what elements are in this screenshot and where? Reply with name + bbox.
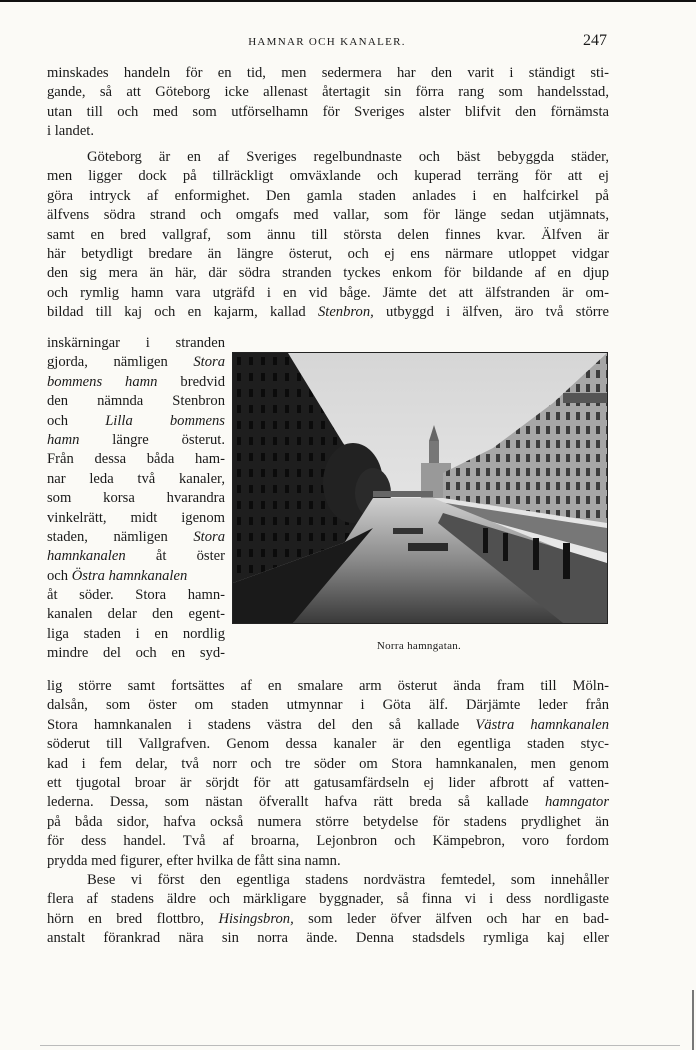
text-line <box>47 373 225 392</box>
canal-photo <box>232 352 608 624</box>
text-line <box>47 910 609 929</box>
place-name: hamnkanalen <box>47 548 126 565</box>
place-name: Stenbron, <box>317 304 374 321</box>
place-name: Stora <box>193 354 225 371</box>
running-title: HAMNAR OCH KANALER. <box>248 36 406 48</box>
text-line: dalsån, som öster om staden utmynnar i Göta älf. Därjämte leder från <box>47 697 609 714</box>
page-number: 247 <box>583 32 607 49</box>
text-line: mindre del och en syd- <box>47 645 225 662</box>
place-name: Hisingsbron, <box>218 910 294 927</box>
text-line: den sig mera än här, där södra stranden tyckes enkom för bildande af en djup <box>47 265 609 282</box>
text-span: hörn en bred flottbro, <box>47 910 219 927</box>
text-line <box>47 567 225 586</box>
place-name: Stora <box>193 528 225 545</box>
text-line: här betydligt bredare än längre österut, och ej ens närmare utloppet vidgar <box>47 245 609 262</box>
text-span: och <box>47 567 72 584</box>
text-line: liga staden i en nordlig <box>47 625 225 642</box>
paragraph-2 <box>47 148 609 323</box>
canal-photo-illustration <box>233 353 607 623</box>
text-line: kad i fem delar, två norr och tre söder om Stora hamnkanalen, men genom <box>47 755 609 772</box>
text-line <box>47 716 609 735</box>
text-span: gjorda, nämligen <box>47 354 194 371</box>
place-name: hamn <box>47 431 80 448</box>
text-line: lig större samt fortsättes af en smalare arm österut ända fram till Möln- <box>47 678 609 694</box>
paragraph-3 <box>47 871 609 949</box>
text-line: och rymlig hamn vara utgräfd i en vid båge. Jämte det att älfstranden är om- <box>47 284 609 301</box>
place-name: Västra hamnkanalen <box>475 716 609 733</box>
text-line: utan till och med som utförselhamn för Sveriges alster blifvit den förnämsta <box>47 103 609 120</box>
text-line: för dess handel. Två af broarna, Lejonbron och Kämpebron, voro fordom <box>47 833 609 850</box>
page-header <box>47 32 607 54</box>
paragraph-2-continued <box>47 677 609 871</box>
text-span: lederna. Dessa, som nästan öfverallt hafva rätt breda så kallade <box>47 794 545 811</box>
text-span: som leder öfver älfven och har en bad- <box>293 910 609 927</box>
text-line: den nämnda Stenbron <box>47 393 225 410</box>
text-line: men ligger dock på tillräckligt omväxlande och kuperad terräng för att ej <box>47 168 609 185</box>
place-name: bommens hamn <box>47 373 158 390</box>
text-line: anstalt förankrad nära sin norra ände. Denna stadsdels rymliga kaj eller <box>47 930 609 947</box>
text-line: söderut till Vallgrafven. Genom dessa kanaler är den egentliga staden styc- <box>47 736 609 753</box>
scan-top-rule <box>0 0 696 2</box>
text-line: älfvens södra strand och omgafs med vallar, som för länge sedan utjämnats, <box>47 207 609 224</box>
text-line: minskades handeln för en tid, men sedermera har den varit i ständigt sti- <box>47 65 609 81</box>
text-line: kanalen delar den egent- <box>47 606 225 623</box>
paragraph-1 <box>47 64 609 142</box>
text-span: bildad till kaj och en kajarm, kallad <box>47 304 318 321</box>
text-line: inskärningar i stranden <box>47 335 225 351</box>
scan-edge-mark <box>692 990 694 1050</box>
text-span: längre österut. <box>79 431 225 448</box>
text-line <box>47 547 225 566</box>
text-line: flera af stadens äldre och märkligare byggnader, så finna vi i dess nordligaste <box>47 891 609 908</box>
scan-bottom-rule <box>40 1045 680 1046</box>
text-line <box>47 412 225 431</box>
text-line: gande, så att Göteborg icke allenast återtagit sin förra rang som handelsstad, <box>47 84 609 101</box>
text-span: utbyggd i älfven, äro två större <box>373 304 609 321</box>
place-name: Östra hamnkanalen <box>71 567 188 584</box>
text-line: nar leda två kanaler, <box>47 470 225 487</box>
text-line: åt söder. Stora hamn- <box>47 587 225 604</box>
text-line: i landet. <box>47 123 95 140</box>
text-line <box>47 303 609 322</box>
text-span: åt öster <box>125 548 225 565</box>
text-line: på båda sidor, hafva också numera större betydelse för stadens prydlighet än <box>47 813 609 830</box>
text-span: staden, nämligen <box>47 528 194 545</box>
text-line <box>47 353 225 372</box>
text-line: Från dessa båda ham- <box>47 451 225 468</box>
text-span: och <box>47 412 106 429</box>
figure-caption: Norra hamngatan. <box>376 640 462 652</box>
text-line: ett tjugotal broar är sörjdt för att gatusamfärdseln ej lider afbrott af vatten- <box>47 774 609 791</box>
place-name: hamngator <box>544 794 609 811</box>
text-line: som korsa hvarandra <box>47 490 225 507</box>
text-line <box>47 793 609 812</box>
text-span: bredvid <box>157 373 225 390</box>
text-line <box>47 431 225 450</box>
text-line: Göteborg är en af Sveriges regelbundnaste och bäst bebyggda städer, <box>87 149 609 165</box>
text-line: göra intryck af enformighet. Den gamla staden anlades i en halfcirkel på <box>47 187 609 204</box>
text-line <box>47 528 225 547</box>
text-line: Bese vi först den egentliga stadens nordvästra femtedel, som innehåller <box>87 872 609 888</box>
place-name: Lilla bommens <box>105 412 225 429</box>
paragraph-2-narrow-column <box>47 334 225 664</box>
text-line: samt en bred vallgraf, som ännu till största delen finnes kvar. Älfven är <box>47 226 609 243</box>
text-line: prydda med figurer, efter hvilka de fått sina namn. <box>47 852 341 869</box>
text-span: Stora hamnkanalen i stadens västra del den så kallade <box>47 716 476 733</box>
text-line: vinkelrätt, midt igenom <box>47 509 225 526</box>
